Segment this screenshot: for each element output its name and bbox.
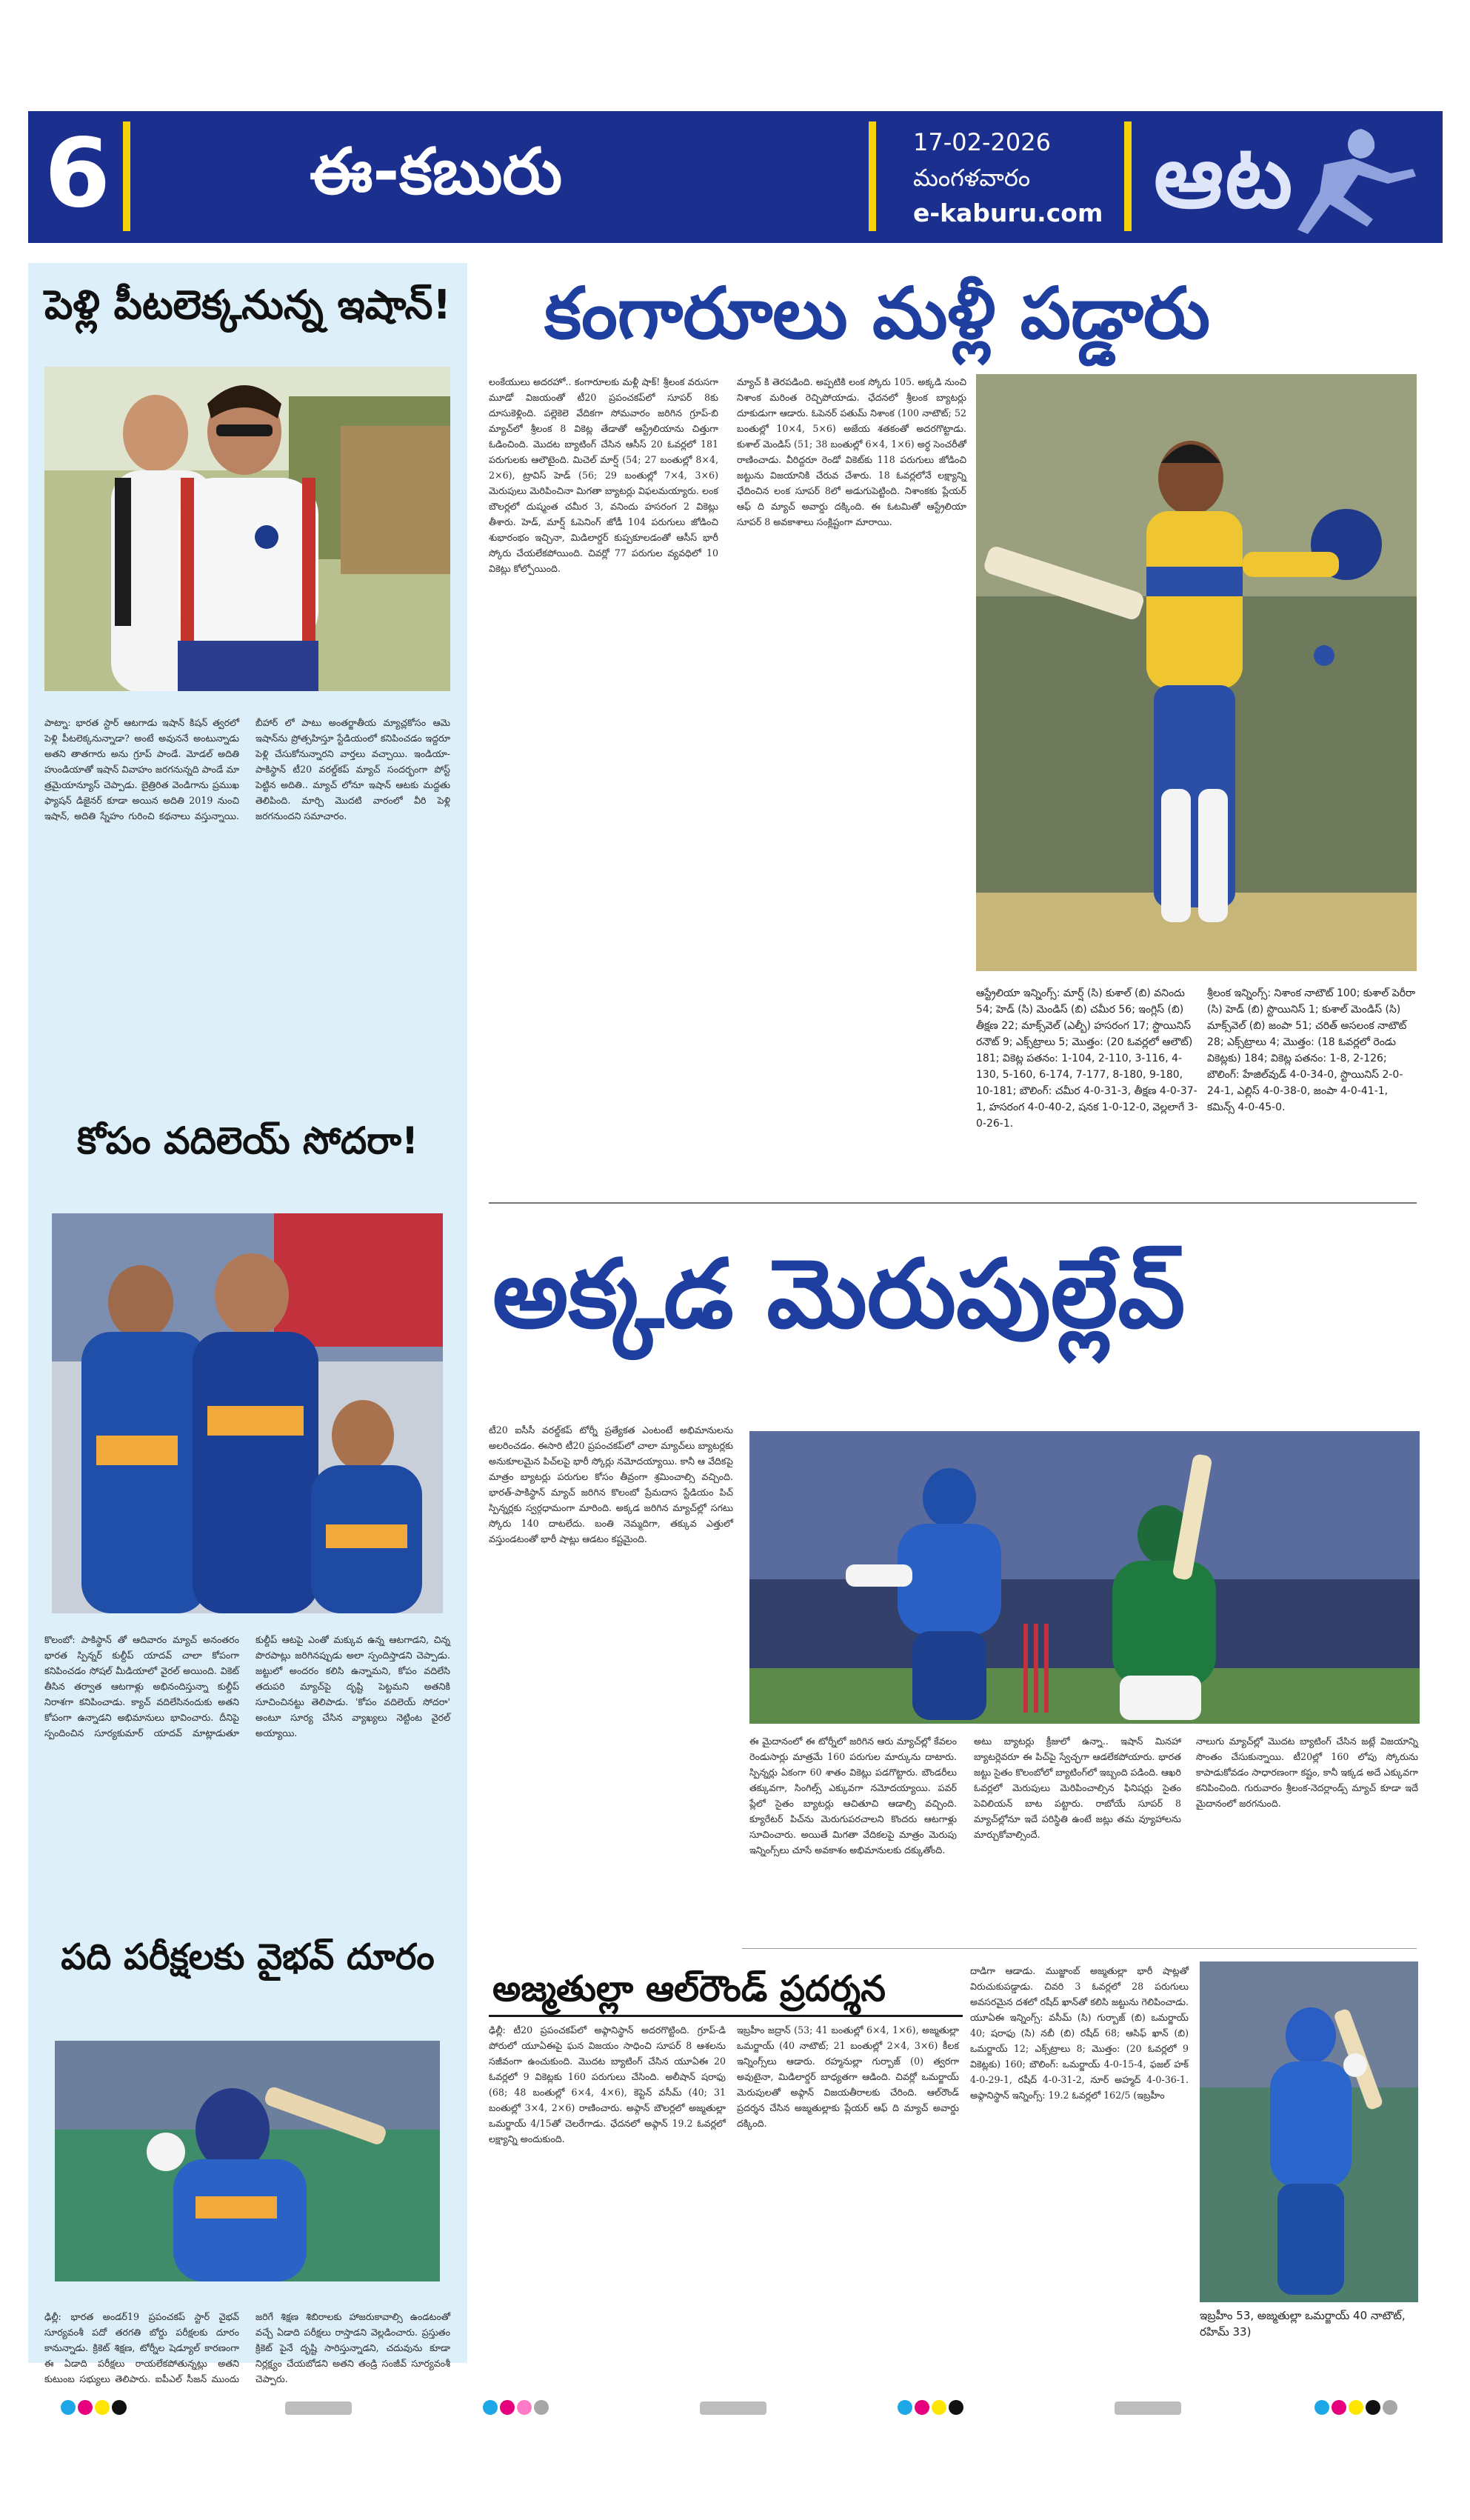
scorecard-srilanka: శ్రీలంక ఇన్నింగ్స్: నిశాంక నాటౌట్ 100; కుశాల్ పెరీరా (సి) హెడ్ (బి) స్టొయినిస్ 1; కుశాల్ మెండిస్ (సి) మాక్స్‌వెల్ (బి) జంపా 51; చరిత్ అసలంక నాటౌట్ 28; ఎక్స్‌ట్రాలు 4; మొత్తం: (18 ఓవర్లలో రెండు వికెట్లకు) 184; వికెట్ల పతనం: 1-8, 2-126; బౌలింగ్: హేజిల్‌వుడ్ 4-0-34-0, స్టొయినిస్ 2-0-24-1, ఎల్లిస్ 4-0-38-0, జంపా 4-0-41-1, కమిన్స్ 4-0-45-0. bbox=[1207, 987, 1416, 1113]
kuldeep-headline: కోపం వదిలెయ్ సోదరా! bbox=[77, 1119, 418, 1162]
nissanka-photo bbox=[976, 374, 1417, 971]
weekday: మంగళవారం bbox=[913, 164, 1031, 192]
print-grey-bar bbox=[1115, 2401, 1181, 2415]
masthead bbox=[28, 111, 1443, 243]
section-name: ఆట bbox=[1154, 125, 1294, 227]
third-body-col3: దాడిగా ఆడాడు. ముజ్జాంబ్ అజ్మతుల్లా భారీ షాట్లతో విరుచుకుపడ్డాడు. చివరి 3 ఓవర్లలో 28 పరుగులు అవసరమైన దశలో రషీద్ ఖాన్‌తో కలిసి జట్టును గెలిపించాడు. యూఏఈ ఇన్నింగ్స్: వసీమ్ (సి) గుర్బాజ్ (బి) ఒమర్జాయ్ 40; షరాఫు (సి) నబీ (బి) రషీద్ 68; ఆసిఫ్ ఖాన్ (బి) ఒమర్జాయ్ 12; ఎక్స్‌ట్రాలు 8; మొత్తం: (20 ఓవర్లలో 9 వికెట్లకు) 160; బౌలింగ్: ఒమర్జాయ్ 4-0-15-4, ఫజల్ హక్ 4-0-29-1, రషీద్ 4-0-31-2, నూర్ అహ్మద్ 4-0-36-1. అఫ్గానిస్థాన్ ఇన్నింగ్స్: 19.2 ఓవర్లలో 162/5 (ఇబ్రహీం bbox=[970, 1965, 1189, 2101]
third-headline: అజ్మతుల్లా ఆల్‌రౌండ్ ప్రదర్శన bbox=[492, 1968, 886, 2010]
main-headline: కంగారూలు మళ్లీ పడ్డారు bbox=[544, 272, 1211, 355]
masthead-divider bbox=[869, 121, 876, 231]
ishan-body: పాట్నా: భారత స్టార్ ఆటగాడు ఇషాన్ కిషన్ త్వరలో పెళ్లి పీటలెక్కనున్నాడా? అంటే అవుననే అంటున్నాడు అతని తాతగారు అను గ్రూప్ పాండే. మోడల్ అదితి హుండియాతో ఇషాన్ వివాహం జరగనున్నది పాండే మా త్రమైయాన్యూస్ చెప్పాడు. బైత్రిరిత వెండిగాను ప్రముఖ ఫ్యాషన్ డిజైనర్ కూడా అయిన అదితి 2019 నుంచి ఇషాన్, అదితి స్నేహం గురించి కథనాలు వస్తున్నాయి. బీహార్ లో పాటు అంతర్జాతీయ మ్యాచ్లకోసం ఆమె ఇషాన్‌ను ప్రోత్సహిస్తూ స్టేడియంలో కనిపించడం ఇద్దరూ పెళ్లి చేసుకోనున్నారని వార్తలు వచ్చాయి. ఇండియా-పాకిస్థాన్ టీ20 వరల్డ్‌కప్ మ్యాచ్ సందర్భంగా పోస్ట్ పెట్టిన అదితి.. మ్యాచ్ లోనూ ఇషాన్ ఆటకు మద్దతు తెలిపింది. మార్చి మొదటి వారంలో వీరి పెళ్లి జరగనుందని సమాచారం. bbox=[44, 717, 450, 821]
third-body-col1: ఢిల్లీ: టీ20 ప్రపంచకప్‌లో అఫ్గానిస్థాన్ అదరగొట్టింది. గ్రూప్-డి పోరులో యూఏఈపై ఘన విజయం సాధించి సూపర్ 8 ఆశలను సజీవంగా ఉంచుకుంది. మొదట బ్యాటింగ్ చేసిన యూఏఈ 20 ఓవర్లలో 9 వికెట్లకు 160 పరుగులు చేసింది. అలీషాన్ షరాఫు (68; 48 బంతుల్లో 6×4, 4×6), కెప్టెన్ వసీమ్ (40; 31 బంతుల్లో 3×4, 2×6) రాణించారు. అఫ్గాన్ బౌలర్లలో అజ్మతుల్లా ఒమర్జాయ్ 4/15తో చెలరేగాడు. ఛేదనలో అఫ్గాన్ 19.2 ఓవర్లలో లక్ష్యాన్ని అందుకుంది. bbox=[489, 2024, 726, 2144]
left-sidebar bbox=[28, 263, 467, 2384]
print-color-marks bbox=[1314, 2400, 1397, 2416]
date-block bbox=[913, 124, 1150, 231]
second-body-col4: నాలుగు మ్యాచ్‌ల్లో మొదట బ్యాటింగ్ చేసిన జట్లే విజయాన్ని సొంతం చేసుకున్నాయి. టీ20ల్లో 160 లోపు స్కోరును కాపాడుకోవడం సాధారణంగా కష్టం, కానీ ఇక్కడ అదే ఎక్కువగా కనిపించింది. గురువారం శ్రీలంక-నెదర్లాండ్స్ మ్యాచ్ కూడా ఇదే మైదానంలో జరగనుంది. bbox=[1196, 1736, 1418, 1809]
india-pakistan-photo bbox=[749, 1431, 1420, 1724]
omarzai-caption: ఇబ్రహీం 53, అజ్మతుల్లా ఒమర్జాయ్ 40 నాటౌట్, రహిమ్ 33) bbox=[1200, 2309, 1406, 2339]
ishan-photo bbox=[44, 367, 450, 691]
third-headline-rule bbox=[489, 2015, 963, 2017]
print-color-marks bbox=[898, 2400, 963, 2416]
section-divider bbox=[489, 1202, 1417, 1204]
main-body-col1: లంకేయులు అదరహో.. కంగారూలకు మళ్లీ షాక్! శ్రీలంక వరుసగా మూడో విజయంతో టీ20 ప్రపంచకప్‌లో సూపర్ 8కు దూసుకెళ్లింది. పల్లెకెలె వేదికగా సోమవారం జరిగిన గ్రూప్-బి మ్యాచ్‌లో శ్రీలంక 8 వికెట్ల తేడాతో ఆస్ట్రేలియాను చిత్తుగా ఓడించింది. మొదట బ్యాటింగ్ చేసిన ఆసీస్ 20 ఓవర్లలో 181 పరుగులకు ఆలౌటైంది. మిచెల్ మార్ష్ (54; 27 బంతుల్లో 8×4, 2×6), ట్రావిస్ హెడ్ (56; 29 బంతుల్లో 7×4, 3×6) మెరుపులు మెరిపించినా మిగతా బ్యాటర్లు విఫలమయ్యారు. లంక బౌలర్లలో దుష్మంత చమీర 3, వనిందు హసరంగ 2 వికెట్లు తీశారు. హెడ్, మార్ష్ ఓపెనింగ్ జోడీ 104 పరుగులు జోడించి శుభారంభం ఇచ్చినా, మిడిలార్డర్ కుప్పకూలడంతో ఆసీస్ భారీ స్కోరు చేయలేకపోయింది. చివర్లో 77 పరుగుల వ్యవధిలో 10 వికెట్లు కోల్పోయింది. bbox=[489, 376, 718, 574]
india-pakistan-illustration bbox=[749, 1431, 1420, 1724]
print-color-marks bbox=[61, 2400, 127, 2416]
ishan-headline: పెళ్లి పీటలెక్కనున్న ఇషాన్! bbox=[44, 281, 452, 328]
print-color-marks bbox=[483, 2400, 549, 2416]
vaibhav-photo bbox=[55, 2041, 440, 2281]
second-body-col2: ఈ మైదానంలో ఈ టోర్నీలో జరిగిన ఆరు మ్యాచ్‌ల్లో కేవలం రెండుసార్లు మాత్రమే 160 పరుగుల మార్కును దాటారు. స్పిన్నర్లు ఏకంగా 60 శాతం వికెట్లు పడగొట్టారు. బౌండరీలు తక్కువగా, సింగిల్స్ ఎక్కువగా నమోదయ్యాయి. పవర్ ప్లేలో సైతం బ్యాటర్లు ఆచితూచి ఆడాల్సి వచ్చింది. క్యూరేటర్ పిచ్‌ను మెరుగుపరచాలని కొందరు ఆటగాళ్లు సూచించారు. అయితే మిగతా వేదికలపై మాత్రం మెరుపు ఇన్నింగ్స్‌లు చూసే అవకాశం అభిమానులకు దక్కుతోంది. bbox=[749, 1736, 957, 1856]
second-headline: అక్కడ మెరుపుల్లేవ్ bbox=[492, 1239, 1186, 1350]
team-india-illustration bbox=[52, 1213, 443, 1613]
omarzai-photo bbox=[1200, 1961, 1418, 2302]
kuldeep-body: కొలంబో: పాకిస్థాన్ తో ఆదివారం మ్యాచ్ అనంతరం భారత స్పిన్నర్ కుల్దీప్ యాదవ్ చాలా కోపంగా కనిపించడం సోషల్ మీడియాలో వైరల్ అయింది. వికెట్ తీసిన తర్వాత ఆటగాళ్లు అభినందిస్తున్నా కుల్దీప్ నిరాశగా కనిపించాడు. క్యాచ్ వదిలేసినందుకు అతని కోపంగా ఉన్నాడని అభిమానులు భావించారు. దీనిపై స్పందించిన సూర్యకుమార్ యాదవ్ మాట్లాడుతూ కుల్దీప్ ఆటపై ఎంతో మక్కువ ఉన్న ఆటగాడని, చిన్న పొరపాట్లు జరిగినప్పుడు అలా స్పందిస్తాడని చెప్పాడు. జట్టులో అందరం కలిసి ఉన్నామని, కోపం వదిలేసి తదుపరి మ్యాచ్‌పై దృష్టి పెట్టమని అతనికి సూచించినట్టు తెలిపాడు. 'కోపం వదిలెయ్ సోదరా' అంటూ సూర్య చేసిన వ్యాఖ్యలు నెట్టింట వైరల్ అయ్యాయి. bbox=[44, 1634, 450, 1739]
vaibhav-photo-illustration bbox=[55, 2041, 440, 2281]
website: e-kaburu.com bbox=[913, 199, 1103, 227]
masthead-divider bbox=[1124, 121, 1132, 231]
scorecard-australia: ఆస్ట్రేలియా ఇన్నింగ్స్: మార్ష్ (సి) కుశాల్ (బి) వనిందు 54; హెడ్ (సి) మెండిస్ (బి) చమీర 56; ఇంగ్లిస్ (బి) తీక్షణ 22; మాక్స్‌వెల్ (ఎల్బీ) హసరంగ 17; స్టొయినిస్ రనౌట్ 9; ఎక్స్‌ట్రాలు 5; మొత్తం: (20 ఓవర్లలో ఆలౌట్) 181; వికెట్ల పతనం: 1-104, 2-110, 3-116, 4-130, 5-160, 6-174, 7-177, 8-180, 9-180, 10-181; బౌలింగ్: చమీర 4-0-31-3, తీక్షణ 4-0-37-1, హసరంగ 4-0-40-2, షనక 1-0-12-0, వెల్లలాగే 3-0-26-1. bbox=[976, 987, 1198, 1130]
paper-name: ఈ-కబురు bbox=[310, 135, 563, 209]
nissanka-photo-illustration bbox=[976, 374, 1417, 971]
vaibhav-headline: పది పరీక్షలకు వైభవ్ దూరం bbox=[61, 1936, 435, 1978]
main-body-col2: మ్యాచ్‌ కి తెరపడింది. అప్పటికి లంక స్కోరు 105. అక్కడి నుంచి నిశాంక మరింత రెచ్చిపోయాడు. ఛేదనలో శ్రీలంక బ్యాటర్లు దూకుడుగా ఆడారు. ఓపెనర్ పతుమ్ నిశాంక (100 నాటౌట్; 52 బంతుల్లో 10×4, 5×6) అజేయ శతకంతో అదరగొట్టాడు. కుశాల్ మెండిస్ (51; 38 బంతుల్లో 6×4, 1×6) అర్ధ సెంచరీతో రాణించాడు. వీరిద్దరూ రెండో వికెట్‌కు 118 పరుగులు జోడించి జట్టును విజయానికి చేరువ చేశారు. 18 ఓవర్లలోనే లక్ష్యాన్ని ఛేదించిన లంక సూపర్ 8లో అడుగుపెట్టింది. నిశాంకకు ప్లేయర్ ఆఫ్ ది మ్యాచ్ అవార్డు దక్కింది. ఈ ఓటమితో ఆస్ట్రేలియా సూపర్ 8 అవకాశాలు సంక్లిష్టంగా మారాయి. bbox=[737, 376, 966, 527]
page-number: 6 bbox=[44, 119, 111, 229]
third-body-col2: ఇబ్రహీం జద్రాన్ (53; 41 బంతుల్లో 6×4, 1×6), అజ్మతుల్లా ఒమర్జాయ్ (40 నాటౌట్; 21 బంతుల్లో 2×4, 3×6) కీలక ఇన్నింగ్స్‌లు ఆడారు. రహ్మనుల్లా గుర్బాజ్ (0) త్వరగా అవుటైనా, మిడిలార్డర్ బాధ్యతగా ఆడింది. చివర్లో ఒమర్జాయ్ మెరుపులతో అఫ్గాన్ విజయతీరాలకు చేరింది. ఆల్‌రౌండ్ ప్రదర్శన చేసిన అజ్మతుల్లాకు ప్లేయర్ ఆఫ్ ది మ్యాచ్ అవార్డు దక్కింది. bbox=[737, 2024, 959, 2129]
omarzai-photo-illustration bbox=[1200, 1961, 1418, 2302]
second-body-col3: అటు బ్యాటర్లు క్రీజులో ఉన్నా.. ఇషాన్ మినహా బ్యాటర్లెవరూ ఈ పిచ్‌పై స్వేచ్ఛగా ఆడలేకపోయారు. భారత జట్టు సైతం కొలంబోలో బ్యాటింగ్‌లో ఇబ్బంది పడింది. ఆఖరి ఓవర్లలో మెరుపులు మెరిపించాల్సిన ఫినిషర్లు సైతం పెవిలియన్ బాట పట్టారు. రాబోయే సూపర్ 8 మ్యాచ్‌ల్లోనూ ఇదే పరిస్థితి ఉంటే జట్లు తమ వ్యూహాలను మార్చుకోవాల్సిందే. bbox=[974, 1736, 1182, 1840]
ishan-photo-illustration bbox=[44, 367, 450, 691]
vaibhav-body: ఢిల్లీ: భారత అండర్19 ప్రపంచకప్ స్టార్ వైభవ్ సూర్యవంశీ పదో తరగతి బోర్డు పరీక్షలకు దూరం కానున్నాడు. క్రికెట్ శిక్షణ, టోర్నీల షెడ్యూల్ కారణంగా ఈ ఏడాది పరీక్షలు రాయలేకపోతున్నట్లు అతని కుటుంబ సభ్యులు తెలిపారు. ఐపీఎల్ సీజన్ ముందు జరిగే శిక్షణ శిబిరాలకు హాజరుకావాల్సి ఉండటంతో వచ్చే ఏడాది పరీక్షలు రాస్తాడని వెల్లడించారు. ప్రస్తుతం క్రికెట్ పైనే దృష్టి సారిస్తున్నాడని, చదువును కూడా నిర్లక్ష్యం చేయబోడని అతని తండ్రి సంజీవ్ సూర్యవంశీ చెప్పారు. bbox=[44, 2311, 450, 2384]
print-grey-bar bbox=[700, 2401, 766, 2415]
second-body-col1: టీ20 ఐసీసీ వరల్డ్‌కప్ టోర్నీ ప్రత్యేకత ఎంటంటే అభిమానులను అలరించడం. ఈసారి టీ20 ప్రపంచకప్‌లో చాలా మ్యాచ్‌లు బ్యాటర్లకు అనుకూలమైన పిచ్‌లపై భారీ స్కోర్లు నమోదయ్యాయి. కానీ ఆ వేదికపై మాత్రం బ్యాటర్లు పరుగుల కోసం తీవ్రంగా శ్రమించాల్సి వచ్చింది. భారత్-పాకిస్థాన్ మ్యాచ్ జరిగిన కొలంబో ప్రేమదాస స్టేడియం పిచ్ స్పిన్నర్లకు స్వర్గధామంగా మారింది. అక్కడ జరిగిన మ్యాచ్‌ల్లో సగటు స్కోరు 140 దాటలేదు. బంతి నెమ్మదిగా, తక్కువ ఎత్తులో వస్తుండటంతో భారీ షాట్లు ఆడటం కష్టమైంది. bbox=[489, 1424, 733, 1544]
section-logo bbox=[1139, 120, 1434, 236]
print-grey-bar bbox=[285, 2401, 352, 2415]
masthead-divider bbox=[123, 121, 130, 231]
story-divider bbox=[742, 1948, 1417, 1949]
team-india-photo bbox=[52, 1213, 443, 1613]
date: 17-02-2026 bbox=[913, 128, 1051, 156]
